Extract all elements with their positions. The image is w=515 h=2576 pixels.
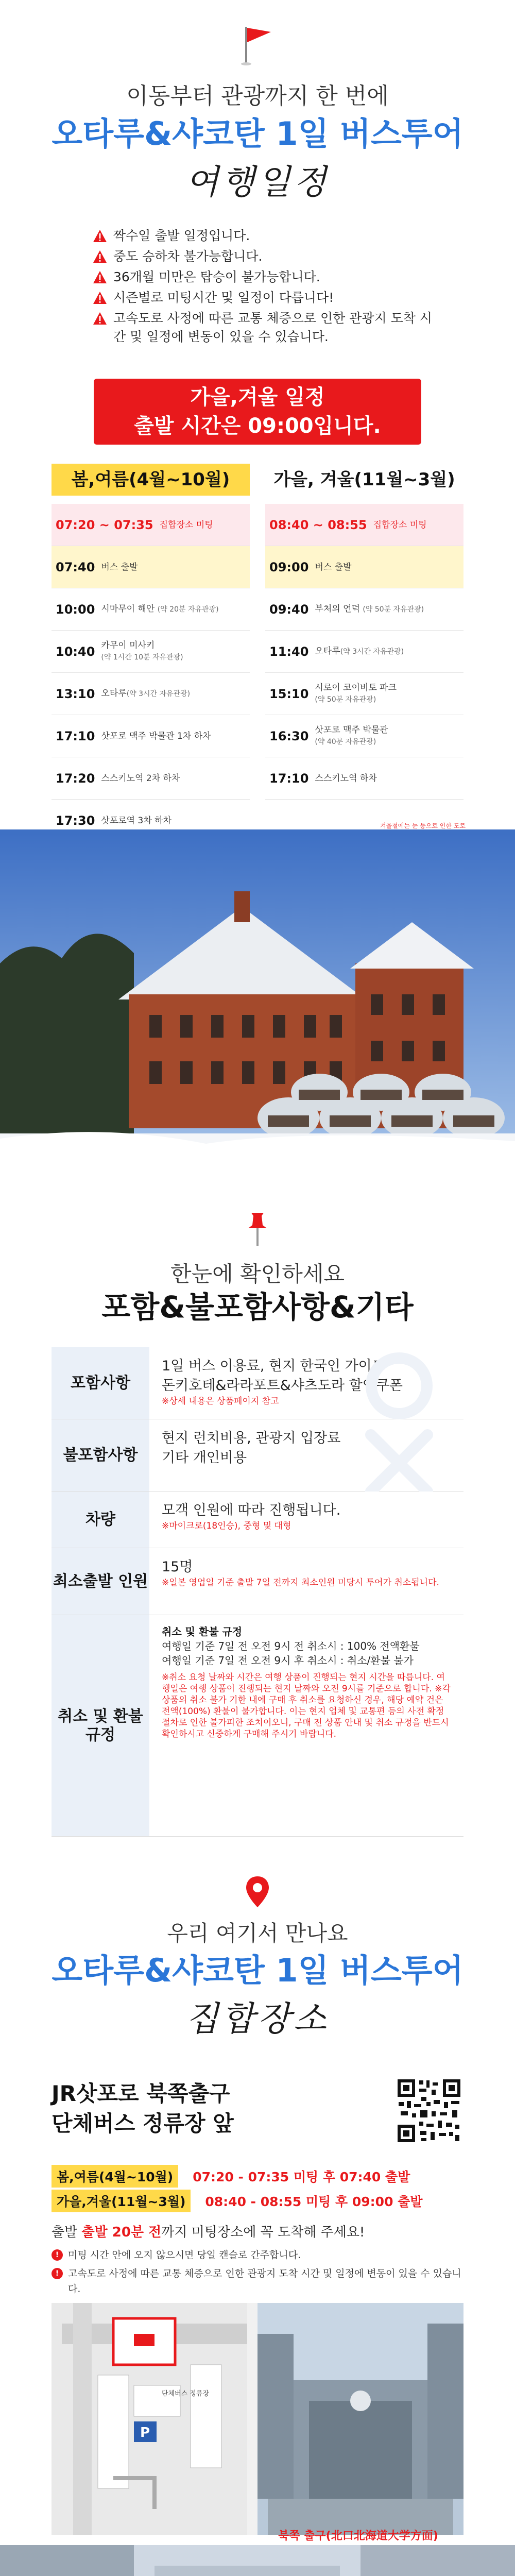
schedule-column-right [265, 504, 464, 800]
meeting-notes [52, 2247, 464, 2300]
schedule-row: 09:40 부처의 언덕 (약 50분 자유관광) [265, 588, 464, 631]
bus-stop-label: 단체버스 정류장 [162, 2390, 210, 2398]
schedule-note: 겨울철에는 눈 등으로 인한 도로 [380, 822, 466, 829]
meeting-schedule [52, 2164, 464, 2213]
season-header-autumn-winter: 가을, 겨울(11월~3월) [265, 464, 464, 496]
map-pin-icon [244, 1875, 271, 1909]
arrival-message: 출발 출발 20분 전까지 미팅장소에 꼭 도착해 주세요! [52, 2225, 365, 2240]
meeting-schedule-row: 가을,겨울(11월~3월) 08:40 - 08:55 미팅 후 09:00 출발 [52, 2189, 464, 2213]
meeting-title: 오타루&샤코탄 1일 버스투어 [52, 1952, 464, 1989]
warning-item: 시즌별로 미팅시간 및 일정이 다릅니다! [93, 289, 443, 307]
exclamation-icon: ! [52, 2249, 63, 2261]
warning-item: 중도 승하차 불가능합니다. [93, 247, 443, 266]
table-row: 취소 및 환불규정 취소 및 환불 규정 여행일 기준 7일 전 오전 9시 전 취소시 : 100% 전액환불 여행일 기준 7일 전 오전 9시 후 취소시 : 취소/환불 불가 ※취소 요청 날짜와 시간은 여행 상품이 진행되는 현지 시간을 따릅니다. 여행일은 여행 상품이 진행되는 현지 날짜와 오전 9시를 기준으로 합니다. ※각 상품의 취소 불가 기한 내에 구매 후 취소를 요청하신 경우, 해당 예약 건은 전액(100%) 환불이 불가합니다. 이는 현지 업체 및 교통편 등의 사전 확정 절차로 인한 불가피한 조치이오니, 구매 전 상품 안내 및 취소 규정을 반드시 확인하시고 신중하게 구매해 주시기 바랍니다. [52, 1615, 464, 1837]
itinerary-title: 오타루&샤코탄 1일 버스투어 [52, 115, 464, 152]
schedule-row: 16:30 삿포로 맥주 박물관 (약 40분 자유관광) [265, 715, 464, 757]
schedule-row: 13:10 오타루(약 3시간 자유관광) [52, 673, 250, 715]
table-row: 불포함사항 현지 런치비용, 관광지 입장료 기타 개인비용 [52, 1419, 464, 1492]
meeting-script-title: 집합장소 [185, 1999, 330, 2039]
schedule-row: 10:00 시마무이 해안 (약 20분 자유관광) [52, 588, 250, 631]
schedule-row: 17:30 삿포로역 3차 하차 [52, 800, 250, 842]
schedule-row: 07:40 버스 출발 [52, 546, 250, 588]
schedule-row: 17:20 스스키노역 2차 하차 [52, 757, 250, 800]
table-row: 최소출발 인원 15명 ※일본 영업일 기준 출발 7일 전까지 최소인원 미당시 투어가 취소됩니다. [52, 1548, 464, 1615]
warning-item: 36개월 미만은 탑승이 불가능합니다. [93, 268, 443, 286]
inclusions-section [0, 1180, 515, 1875]
flag-icon [241, 25, 274, 66]
pushpin-icon [244, 1211, 271, 1248]
itinerary-script-title: 여행일정 [185, 162, 330, 202]
meeting-note: ! 미팅 시간 안에 오지 않으시면 당일 캔슬로 간주합니다. [52, 2247, 464, 2263]
qr-code[interactable] [396, 2077, 462, 2144]
warning-icon [93, 291, 108, 304]
season-notice: 가을,겨울 일정 출발 시간은 09:00입니다. [94, 379, 421, 445]
itinerary-pre-title: 이동부터 관광까지 한 번에 [126, 83, 389, 109]
inclusions-table [52, 1347, 464, 1837]
meeting-section [0, 1875, 515, 2576]
warning-item: 고속도로 사정에 따른 교통 체증으로 인한 관광지 도착 시간 및 일정에 변동이 있을 수 있습니다. [93, 309, 443, 346]
itinerary-section [0, 0, 515, 1180]
schedule-row: 07:20 ~ 07:35 집합장소 미팅 [52, 504, 250, 546]
table-row: 포함사항 1일 버스 이용료, 현지 한국인 가이드 돈키호테&라라포트&샤츠도라 할인쿠폰 ※상세 내용은 상품페이지 참고 [52, 1347, 464, 1419]
schedule-row: 11:40 오타루(약 3시간 자유관광) [265, 631, 464, 673]
meeting-schedule-row: 봄,여름(4월~10월) 07:20 - 07:35 미팅 후 07:40 출발 [52, 2164, 464, 2189]
schedule-row: 09:00 버스 출발 [265, 546, 464, 588]
inclusions-pre-title: 한눈에 확인하세요 [170, 1261, 345, 1286]
season-header-spring-summer: 봄,여름(4월~10월) [52, 464, 250, 496]
meeting-point-photo [0, 2545, 515, 2576]
schedule-row: 08:40 ~ 08:55 집합장소 미팅 [265, 504, 464, 546]
schedule-row: 17:10 삿포로 맥주 박물관 1차 하차 [52, 715, 250, 757]
north-exit-caption: 북쪽 출구(北口北海道大学方面) [278, 2530, 438, 2543]
warning-list [93, 227, 443, 348]
table-row: 차량 모객 인원에 따라 진행됩니다. ※마이크로(18인승), 중형 및 대형 [52, 1492, 464, 1548]
parking-icon: P [140, 2425, 150, 2441]
warning-icon [93, 229, 108, 243]
meeting-map [52, 2303, 464, 2535]
schedule-row: 15:10 시로이 코이비토 파크 (약 50분 자유관광) [265, 673, 464, 715]
warning-item: 짝수일 출발 일정입니다. [93, 227, 443, 245]
inclusions-title: 포함&불포함사항&기타 [101, 1290, 414, 1325]
meeting-location: JR삿포로 북쪽출구 단체버스 정류장 앞 [52, 2081, 234, 2136]
schedule-row: 10:40 카무이 미사키 (약 1시간 10분 자유관광) [52, 631, 250, 673]
brewery-photo [0, 829, 515, 1180]
exclamation-icon: ! [52, 2268, 63, 2279]
schedule-row: 17:10 스스키노역 하차 [265, 757, 464, 800]
meeting-pre-title: 우리 여기서 만나요 [167, 1921, 348, 1946]
warning-icon [93, 250, 108, 263]
schedule-column-left [52, 504, 250, 842]
meeting-note: ! 고속도로 사정에 따른 교통 체증으로 인한 관광지 도착 시간 및 일정에 변동이 있을 수 있습니다. [52, 2266, 464, 2297]
circle-mark-icon [366, 1352, 433, 1419]
warning-icon [93, 270, 108, 284]
warning-icon [93, 312, 108, 325]
